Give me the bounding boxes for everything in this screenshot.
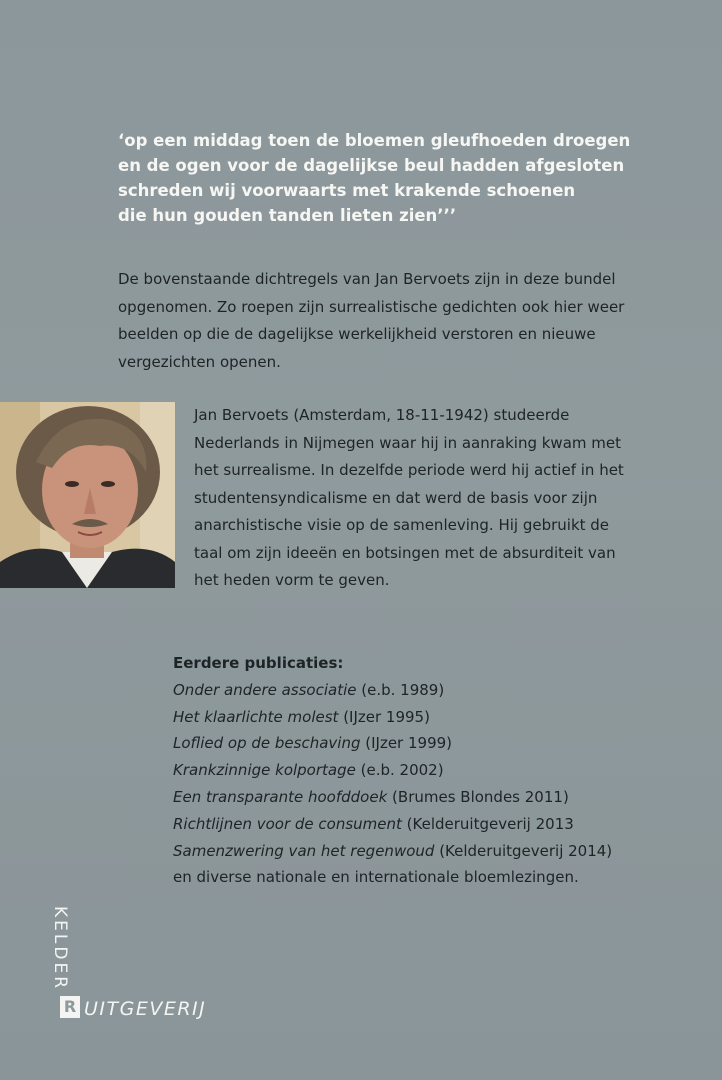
- publication-detail: (e.b. 1989): [356, 680, 445, 699]
- bio-line: studentensyndicalisme en dat werd de basis voor zijn: [194, 488, 598, 507]
- publications-list: [173, 650, 703, 891]
- publication-item: [173, 730, 703, 757]
- publication-detail: (IJzer 1999): [360, 734, 453, 753]
- bio-line: het surrealisme. In dezelfde periode werd hij actief in het: [194, 461, 624, 479]
- publication-detail: (Kelderuitgeverij 2014): [434, 841, 613, 860]
- bio-line: taal om zijn ideeën en botsingen met de absurditeit van: [194, 543, 616, 562]
- poem-quote: [118, 128, 678, 228]
- intro-line: De bovenstaande dichtregels van Jan Bervoets zijn in deze bundel: [118, 270, 616, 288]
- logo-r-mark: R: [60, 996, 80, 1018]
- publication-detail: (Brumes Blondes 2011): [387, 787, 569, 806]
- quote-line: en de ogen voor de dagelijkse beul hadden afgesloten: [118, 156, 625, 175]
- bio-line: Nederlands in Nijmegen waar hij in aanraking kwam met: [194, 433, 621, 452]
- publication-item: [173, 704, 703, 731]
- bio-line: Jan Bervoets (Amsterdam, 18-11-1942) studeerde: [194, 406, 570, 424]
- author-photo: [0, 402, 175, 588]
- intro-paragraph: [118, 266, 678, 376]
- publication-title: Loflied op de beschaving: [173, 734, 361, 753]
- publication-title: Krankzinnige kolportage: [173, 761, 356, 780]
- bio-line: het heden vorm te geven.: [194, 571, 390, 589]
- publications-heading: Eerdere publicaties:: [173, 654, 344, 672]
- publication-title: Een transparante hoofddoek: [173, 787, 388, 806]
- bio-line: anarchistische visie op de samenleving. Hij gebruikt de: [194, 516, 610, 534]
- quote-line: die hun gouden tanden lieten zien’’’: [118, 206, 457, 225]
- publication-title: Samenzwering van het regenwoud: [173, 841, 435, 860]
- quote-line: ‘op een middag toen de bloemen gleufhoeden droegen: [118, 131, 631, 150]
- publication-title: Het klaarlichte molest: [173, 707, 339, 726]
- publication-item: [173, 838, 703, 865]
- intro-line: opgenomen. Zo roepen zijn surrealistische gedichten ook hier weer: [118, 297, 625, 316]
- publications-closing: en diverse nationale en internationale bloemlezingen.: [173, 868, 579, 887]
- logo-vertical-text: [50, 906, 84, 992]
- publication-item: [173, 757, 703, 784]
- publication-detail: (e.b. 2002): [355, 761, 444, 780]
- author-bio: [194, 402, 704, 595]
- publication-title: Onder andere associatie: [173, 680, 357, 699]
- publication-title: Richtlijnen voor de consument: [173, 814, 402, 833]
- intro-line: vergezichten openen.: [118, 352, 281, 371]
- publication-item: [173, 811, 703, 838]
- publication-detail: (Kelderuitgeverij 2013: [401, 814, 574, 833]
- publication-detail: (IJzer 1995): [338, 707, 430, 726]
- intro-line: beelden op die de dagelijkse werkelijkheid verstoren en nieuwe: [118, 325, 596, 343]
- publication-item: [173, 784, 703, 811]
- quote-line: schreden wij voorwaarts met krakende schoenen: [118, 181, 576, 200]
- logo-uitgeverij-text: UITGEVERIJ: [84, 998, 207, 1020]
- logo-kelder-text: KELDER: [50, 906, 70, 992]
- publication-item: [173, 677, 703, 704]
